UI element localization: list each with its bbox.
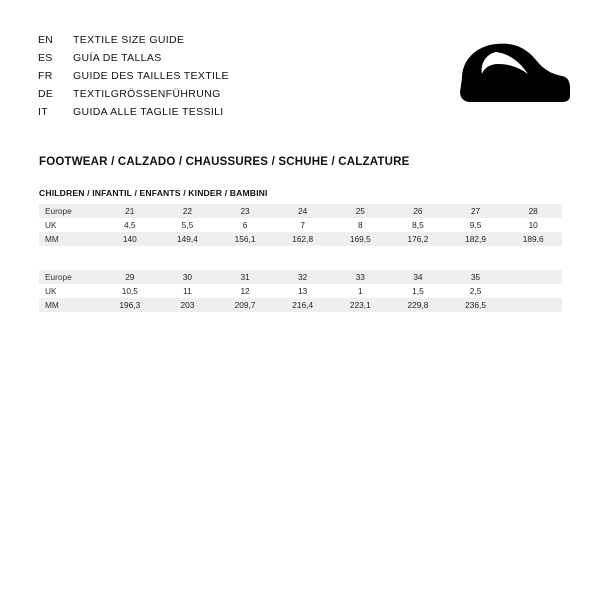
group-title: CHILDREN / INFANTIL / ENFANTS / KINDER / BAMBINI xyxy=(39,188,268,198)
cell: 27 xyxy=(447,204,505,218)
table-row xyxy=(39,284,562,298)
language-row xyxy=(38,85,368,103)
cell: 22 xyxy=(159,204,217,218)
language-title: TEXTILGRÖSSENFÜHRUNG xyxy=(73,88,221,100)
cell: 7 xyxy=(274,218,332,232)
language-title: GUÍA DE TALLAS xyxy=(73,52,162,64)
cell: 162,8 xyxy=(274,232,332,246)
cell: 1,5 xyxy=(389,284,447,298)
cell: 229,8 xyxy=(389,298,447,312)
shoe-icon xyxy=(452,38,570,106)
cell: 30 xyxy=(159,270,217,284)
language-row xyxy=(38,103,368,121)
cell: 29 xyxy=(101,270,159,284)
row-label: Europe xyxy=(39,270,101,284)
cell: 5,5 xyxy=(159,218,217,232)
table-row xyxy=(39,218,562,232)
cell: 28 xyxy=(504,204,562,218)
cell: 6 xyxy=(216,218,274,232)
cell: 203 xyxy=(159,298,217,312)
row-label: MM xyxy=(39,232,101,246)
cell: 10 xyxy=(504,218,562,232)
cell: 8,5 xyxy=(389,218,447,232)
cell: 26 xyxy=(389,204,447,218)
cell: 32 xyxy=(274,270,332,284)
section-title: FOOTWEAR / CALZADO / CHAUSSURES / SCHUHE / CALZATURE xyxy=(39,156,410,168)
language-row xyxy=(38,49,368,67)
cell: 169,5 xyxy=(332,232,390,246)
language-code: IT xyxy=(38,106,48,118)
cell: 13 xyxy=(274,284,332,298)
cell-empty xyxy=(504,284,562,298)
language-list xyxy=(38,31,368,121)
language-row xyxy=(38,67,368,85)
table-row xyxy=(39,298,562,312)
cell: 156,1 xyxy=(216,232,274,246)
row-label: Europe xyxy=(39,204,101,218)
cell: 11 xyxy=(159,284,217,298)
size-table-children-29-35 xyxy=(39,270,562,312)
language-title: GUIDE DES TAILLES TEXTILE xyxy=(73,70,229,82)
cell: 182,9 xyxy=(447,232,505,246)
cell: 209,7 xyxy=(216,298,274,312)
language-title: TEXTILE SIZE GUIDE xyxy=(73,34,185,46)
cell: 21 xyxy=(101,204,159,218)
table-row xyxy=(39,232,562,246)
cell: 34 xyxy=(389,270,447,284)
cell: 31 xyxy=(216,270,274,284)
cell: 33 xyxy=(332,270,390,284)
cell: 223,1 xyxy=(332,298,390,312)
cell: 25 xyxy=(332,204,390,218)
cell-empty xyxy=(504,270,562,284)
cell-empty xyxy=(504,298,562,312)
cell: 4,5 xyxy=(101,218,159,232)
cell: 8 xyxy=(332,218,390,232)
row-label: UK xyxy=(39,218,101,232)
language-code: FR xyxy=(38,70,53,82)
cell: 2,5 xyxy=(447,284,505,298)
language-code: DE xyxy=(38,88,54,100)
cell: 140 xyxy=(101,232,159,246)
language-code: EN xyxy=(38,34,54,46)
row-label: MM xyxy=(39,298,101,312)
cell: 189,6 xyxy=(504,232,562,246)
cell: 216,4 xyxy=(274,298,332,312)
size-table-children-21-28 xyxy=(39,204,562,246)
cell: 9,5 xyxy=(447,218,505,232)
cell: 236,5 xyxy=(447,298,505,312)
table-row xyxy=(39,204,562,218)
row-label: UK xyxy=(39,284,101,298)
cell: 1 xyxy=(332,284,390,298)
language-row xyxy=(38,31,368,49)
cell: 149,4 xyxy=(159,232,217,246)
cell: 24 xyxy=(274,204,332,218)
cell: 10,5 xyxy=(101,284,159,298)
table-row xyxy=(39,270,562,284)
language-title: GUIDA ALLE TAGLIE TESSILI xyxy=(73,106,224,118)
cell: 176,2 xyxy=(389,232,447,246)
cell: 196,3 xyxy=(101,298,159,312)
cell: 23 xyxy=(216,204,274,218)
language-code: ES xyxy=(38,52,53,64)
cell: 35 xyxy=(447,270,505,284)
cell: 12 xyxy=(216,284,274,298)
